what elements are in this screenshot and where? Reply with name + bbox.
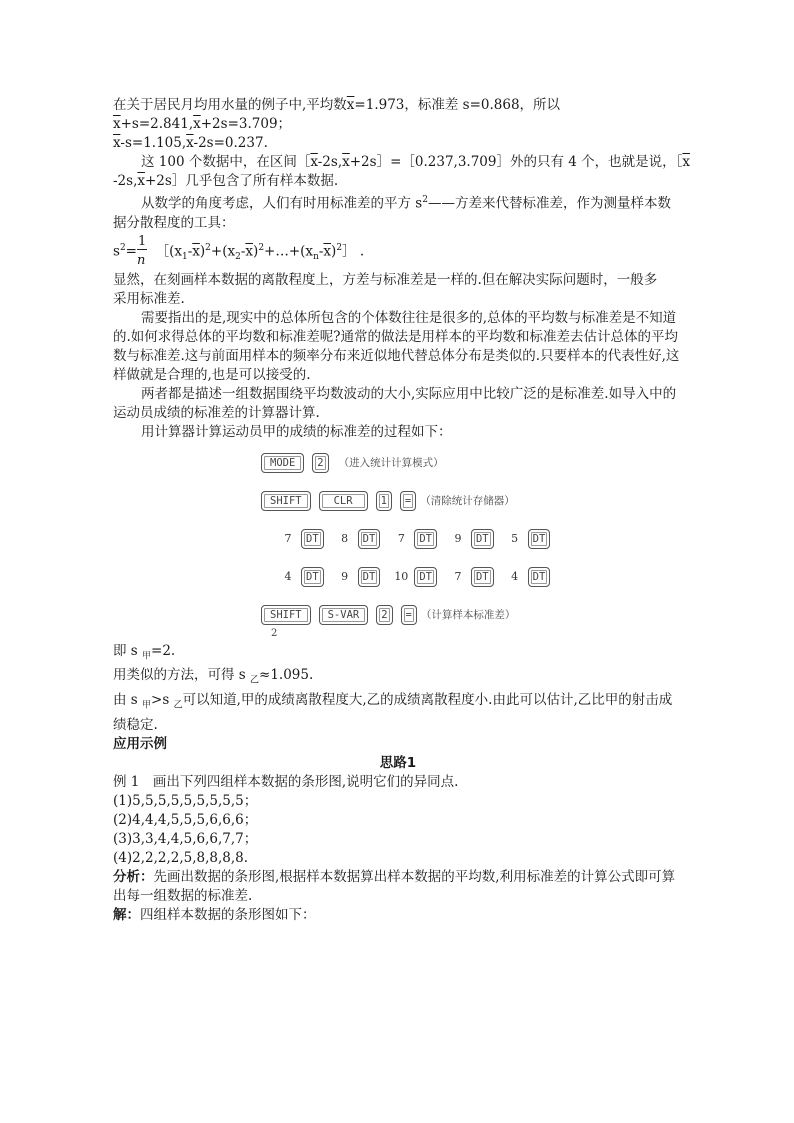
para-compare: 由 s $_甲$>s $_乙$可以知道,甲的成绩离散程度大,乙的成绩离散程度小.由此可以估计,乙比甲的射击成 <box>113 692 673 711</box>
para-calculator: 用计算器计算运动员甲的成绩的标准差的过程如下： <box>141 423 452 440</box>
key-dt: DT <box>301 567 324 587</box>
calc-row-data2: 4 DT 9 DT 10 DT 7 DT 4 DT <box>275 558 683 596</box>
key-dt: DT <box>528 529 551 549</box>
key-mode: MODE <box>261 453 304 473</box>
para-interval-cont: $-2s,\overline{x}+2s]$几乎包含了所有样本数据. <box>113 173 339 189</box>
key-dt: DT <box>528 567 551 587</box>
line-s-yi: 用类似的方法，可得 s $_乙$≈1.095. <box>113 667 314 687</box>
line-minus: $\overline{x}-s=1.105,\overline{x}-2s=0.237$. <box>113 135 268 151</box>
para-mean-std: 在关于居民月均用水量的例子中,平均数$\overline{x}=1.973$，标准差 s=0.868，所以 <box>113 97 561 113</box>
para-variance-cont: 据分散程度的工具： <box>113 214 235 231</box>
calc-row-svar: SHIFT S-VAR 2 = （计算样本标准差） <box>261 596 683 634</box>
line-plus: $\overline{x}+s=2.841,\overline{x}+2s=3.709$； <box>113 116 292 132</box>
key-dt: DT <box>358 529 381 549</box>
para-variance: 从数学的角度考虑，人们有时用标准差的平方 $s^2——$方差来代替标准差，作为测量样本数 <box>141 195 671 212</box>
calc-row-data1: 7 DT 8 DT 7 DT 9 DT 5 DT <box>275 520 683 558</box>
para-population: 需要指出的是,现实中的总体所包含的个体数往往是很多的,总体的平均数与标准差是不知道的.如何求得总体的平均数和标准差呢?通常的做法是用样本的平均数和标准差去估计总体的平均数与标准差.这与前面用样本的频率分布来近似地代替总体分布是类似的.只要样本的代表性好,这样做就是合理的,也是可以接受的. <box>113 309 680 383</box>
section-heading: 应用示例 <box>113 735 167 752</box>
solution-paragraph: 解：四组样本数据的条形图如下： <box>113 906 316 923</box>
key-dt: DT <box>358 567 381 587</box>
key-2: 2 <box>376 605 392 625</box>
section-subheading: 思路1 <box>379 754 417 771</box>
key-equals: = <box>400 491 416 511</box>
key-dt: DT <box>471 529 494 549</box>
para-interval: 这 100 个数据中，在区间$[\overline{x}-2s,\overline{x}+2s]=[0.237,3.709]$外的只有 4 个，也就是说，$[\overline{x}$ <box>141 154 691 170</box>
para-obviously-cont: 采用标准差. <box>113 290 185 307</box>
example-title: 例 1 画出下列四组样本数据的条形图,说明它们的异同点. <box>113 773 459 790</box>
key-dt: DT <box>414 567 437 587</box>
key-equals: = <box>401 605 417 625</box>
analysis-paragraph: 分析：先画出数据的条形图,根据样本数据算出样本数据的平均数,利用标准差的计算公式即可算出每一组数据的标准差. <box>113 868 676 904</box>
key-svar: S-VAR <box>319 605 369 625</box>
key-clr: CLR <box>319 491 368 511</box>
variance-formula: $s^2=$ $\frac{1}{n}$ $[(x_1-\overline{x})^2+(x_2-\overline{x})^2+\dots+(x_n-\overline{x})^2]$ . <box>113 234 365 268</box>
key-1: 1 <box>376 491 392 511</box>
key-dt: DT <box>301 529 324 549</box>
example-item: (1)5,5,5,5,5,5,5,5,5； <box>113 792 258 809</box>
key-dt: DT <box>414 529 437 549</box>
calc-row-mode: MODE 2 （进入统计计算模式） <box>261 444 683 482</box>
calc-row-clear: SHIFT CLR 1 = （清除统计存储器） <box>261 482 683 520</box>
example-item: (3)3,3,4,4,5,6,6,7,7； <box>113 830 258 847</box>
para-compare-cont: 绩稳定. <box>113 716 158 733</box>
calculator-steps <box>261 444 683 642</box>
calc-result: 2 <box>271 627 278 639</box>
key-shift: SHIFT <box>261 605 311 625</box>
example-item: (4)2,2,2,2,5,8,8,8,8. <box>113 849 249 866</box>
para-obviously: 显然，在刻画样本数据的离散程度上，方差与标准差是一样的.但在解决实际问题时，一般多 <box>113 271 658 288</box>
key-shift: SHIFT <box>261 491 311 511</box>
line-s-jia: 即 s $_甲$=2. <box>113 642 176 662</box>
key-2: 2 <box>312 453 328 473</box>
document-page <box>113 96 691 925</box>
key-dt: DT <box>471 567 494 587</box>
fraction: $\frac{1}{n}$ <box>136 234 147 268</box>
para-both: 两者都是描述一组数据围绕平均数波动的大小,实际应用中比较广泛的是标准差.如导入中的运动员成绩的标准差的计算器计算. <box>113 385 677 421</box>
example-item: (2)4,4,4,5,5,5,6,6,6； <box>113 811 258 828</box>
